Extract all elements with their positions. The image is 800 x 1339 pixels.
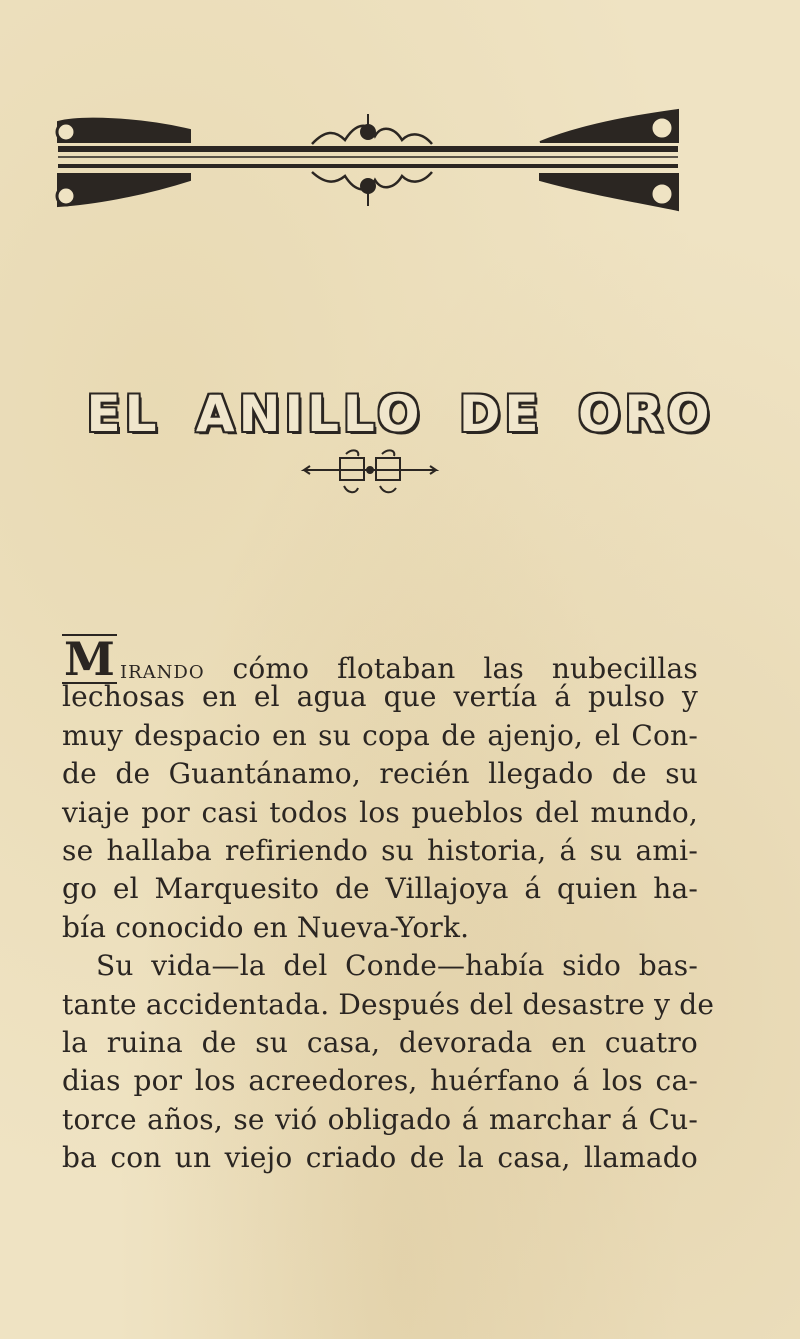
text-line: bía conocido en Nueva-York. — [62, 910, 470, 944]
chapter-title: EL ANILLO DE ORO — [86, 385, 714, 443]
ornamental-headpiece — [50, 100, 686, 230]
text-line: muy despacio en su copa de ajenjo, el Con- — [62, 718, 698, 752]
text-line: se hallaba refiriendo su historia, á su ami- — [62, 833, 698, 867]
text-line: ba con un viejo criado de la casa, llamado — [62, 1141, 698, 1175]
text-line: lechosas en el agua que vertía á pulso y — [62, 680, 698, 714]
text-line: la ruina de su casa, devorada en cuatro — [62, 1025, 698, 1059]
text-line: Su vida—la del Conde—había sido bas- — [96, 949, 698, 983]
dropcap-continuation: irando — [120, 655, 205, 685]
text-line: de de Guantánamo, recién llegado de su — [62, 757, 698, 791]
text-line: torce años, se vió obligado á marchar á Cu- — [62, 1102, 698, 1136]
text-line: M irando cómo flotaban las nubecillas — [64, 632, 698, 686]
text-line: viaje por casi todos los pueblos del mundo, — [62, 795, 698, 829]
dropcap-ornament: M — [64, 632, 116, 686]
text-line: tante accidentada. Después del desastre y de — [62, 987, 715, 1021]
text-line: dias por los acreedores, huérfano á los ca- — [62, 1064, 698, 1098]
title-ornament — [300, 448, 440, 500]
text-line: go el Marquesito de Villajoya á quien ha- — [62, 872, 698, 906]
body-text — [62, 632, 715, 1177]
